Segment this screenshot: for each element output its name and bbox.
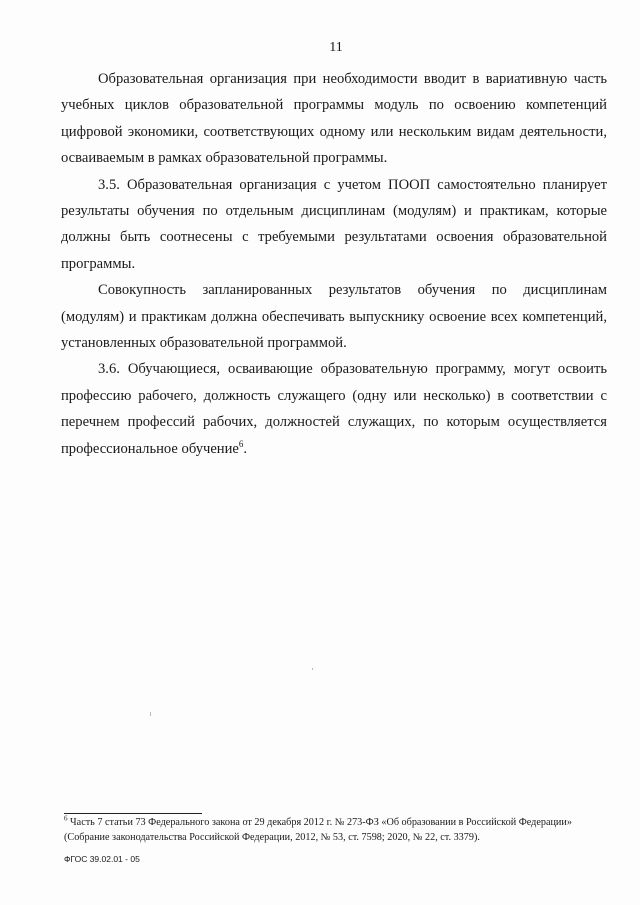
scan-speck [312, 668, 313, 670]
document-code: ФГОС 39.02.01 - 05 [64, 854, 140, 864]
footnote-marker: 6 [64, 814, 68, 823]
paragraph-4 [61, 356, 607, 462]
paragraph-4-end: . [243, 440, 248, 457]
paragraph-4-text: 3.6. Обучающиеся, осваивающие образовательную программу, могут освоить профессию рабочего, должность служащего (одну или несколько) в соответствии с перечнем профессий рабочих, должностей служащих, по которым осуществляется профессиональное обучение [61, 361, 607, 457]
paragraph-3: Совокупность запланированных результатов обучения по дисциплинам (модулям) и практикам должна обеспечивать выпускнику освоение всех компетенций, установленных образовательной программой. [61, 282, 607, 352]
page-number: 11 [329, 40, 343, 55]
footnote-reference[interactable]: 6 [238, 438, 244, 449]
footnote-text: Часть 7 статьи 73 Федерального закона от 29 декабря 2012 г. № 273-ФЗ «Об образовании в Российской Федерации» (Собрание законодательства Российской Федерации, 2012, № 53, ст. 7598; 2020, № 22, ст. 3379). [64, 817, 572, 843]
paragraph-1: Образовательная организация при необходимости вводит в вариативную часть учебных циклов образовательной программы модуль по освоению компетенций цифровой экономики, соответствующих одному или нескольким видам деятельности, осваиваемым в рамках образовательной программы. [61, 71, 607, 167]
footnote [64, 815, 612, 845]
footnote-separator [64, 813, 202, 814]
scan-speck [150, 712, 151, 716]
paragraph-2: 3.5. Образовательная организация с учетом ПООП самостоятельно планирует результаты обучения по отдельным дисциплинам (модулям) и практикам, которые должны быть соотнесены с требуемыми результатами освоения образовательной программы. [61, 176, 607, 272]
body-text [61, 66, 607, 462]
